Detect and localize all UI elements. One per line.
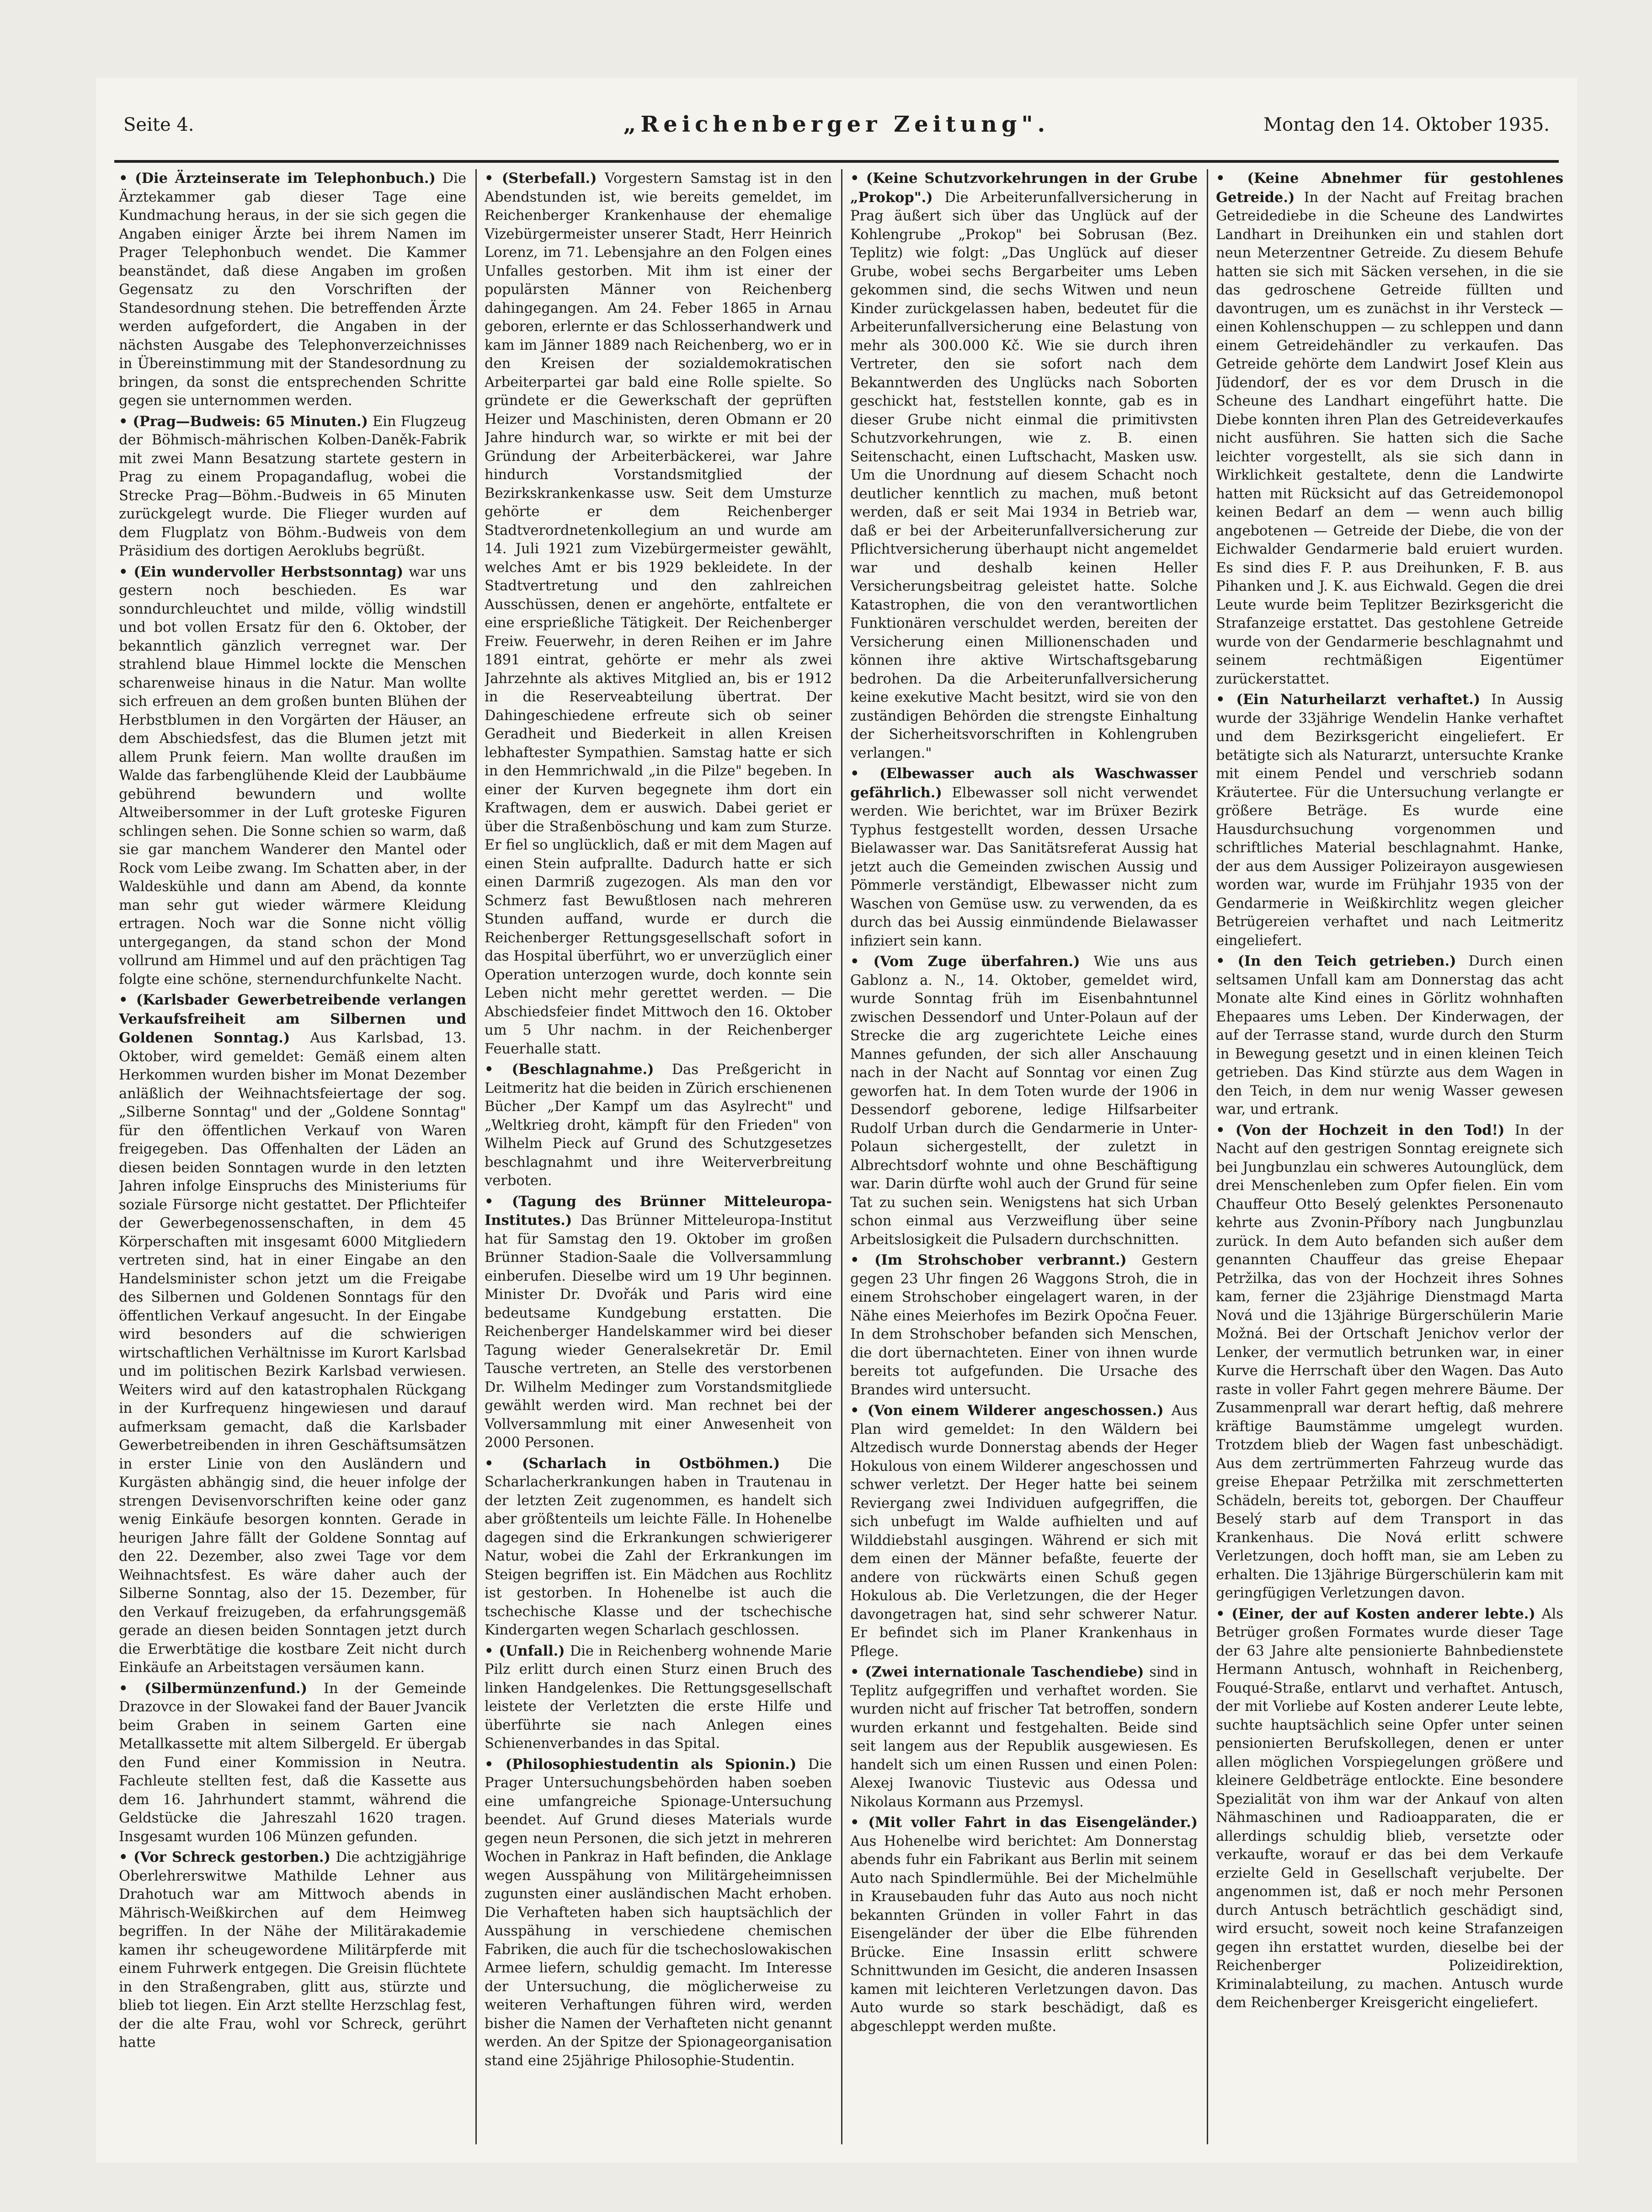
article: [119, 169, 466, 411]
article-heading: • (Von der Hochzeit in den Tod!): [1216, 1122, 1505, 1138]
article-heading: • (Ein wundervoller Herbstsonntag): [119, 563, 404, 580]
column-separator: [475, 169, 477, 2144]
article: [850, 1401, 1198, 1661]
article: [485, 1454, 832, 1640]
article-text: Als Betrüger großen Formates wurde dieser Tage der 63 Jahre alte pensionierte Bahnbedienstete Hermann Antusch, wohnhaft in Reichenberg, Fouqué-Straße, entlarvt und verhaftet. Antusch, der mit Vorliebe auf Kosten anderer Leute lebte, suchte hauptsächlich seine Opfer unter seinen pensionierten Berufskollegen, denen er unter allen möglichen Vorspiegelungen größere und kleinere Geldbeträge entlockte. Eine besondere Spezialität von ihm war der Ankauf von alten Nähmaschinen und Radioapparaten, die er allerdings schuldig blieb, versetzte oder verkaufte, worauf er das bei dem Verkaufe erzielte Geld in Gesellschaft verjubelte. Der angenommen ist, daß er noch mehr Personen durch Antusch beträchtlich geschädigt sind, wird ersucht, soweit noch keine Strafanzeigen gegen ihn erstattet wurden, dieselbe bei der Reichenberger Polizeidirektion, Kriminalabteilung, zu machen. Antusch wurde dem Reichenberger Kreisgericht eingeliefert.: [1216, 1606, 1563, 2011]
page-header: [96, 110, 1577, 151]
article-heading: • (Keine Abnehmer für gestohlenes Getreide.): [1216, 170, 1563, 206]
article: [485, 1192, 832, 1453]
article-text: Gestern gegen 23 Uhr fingen 26 Waggons Stroh, die in einem Strohschober eingelagert waren, in der Nähe eines Meierhofes im Bezirk Opočna Feuer. In dem Strohschober befanden sich Menschen, die dort übernachteten. Einer von ihnen wurde bereits tot aufgefunden. Die Ursache des Brandes wird untersucht.: [850, 1252, 1198, 1398]
article-heading: • (Scharlach in Ostböhmen.): [485, 1455, 780, 1472]
article-heading: • (Einer, der auf Kosten anderer lebte.): [1216, 1605, 1535, 1622]
article: [850, 1251, 1198, 1400]
article-text: In der Nacht auf Freitag brachen Getreidediebe in die Scheune des Landwirtes Landhart in Dreihunken ein und stahlen dort neun Meterzentner Getreide. Zu diesem Behufe hatten sie sich mit Säcken versehen, in die sie das gedroschene Getreide füllten und davontrugen, um es zunächst in ihr Versteck — einen Kohlenschuppen — zu schleppen und dann einem Getreidehändler zu verkaufen. Das Getreide gehörte dem Landwirt Josef Klein aus Jüdendorf, der es vor dem Drusch in die Scheune des Landhart eingeführt hatte. Die Diebe konnten ihren Plan des Getreideverkaufes nicht ausführen. Sie hatten sich die Sache leichter vorgestellt, als sie sich dann in Wirklichkeit gestaltete, denn die Landwirte hatten mit Rücksicht auf das Getreidemonopol keinen Bedarf an dem — wenn auch billig angebotenen — Getreide der Diebe, die von der Eichwalder Gendarmerie bald eruiert wurden. Es sind dies F. P. aus Dreihunken, F. B. aus Pihanken und J. K. aus Eichwald. Gegen die drei Leute wurde beim Teplitzer Bezirksgericht die Strafanzeige erstattet. Das gestohlene Getreide wurde von der Gendarmerie beschlagnahmt und seinem rechtmäßigen Eigentümer zurückerstattet.: [1216, 189, 1563, 687]
column-3: [850, 169, 1198, 2144]
article: [850, 1663, 1198, 1811]
column-1: [119, 169, 466, 2144]
article-text: Aus Karlsbad, 13. Oktober, wird gemeldet: Gemäß einem alten Herkommen wurden bisher im Monat Dezember anläßlich der Weihnachtsfeiertage der sog. „Silberne Sonntag" und der „Goldene Sonntag" für den öffentlichen Verkauf von Waren freigegeben. Das Offenhalten der Läden an diesen beiden Sonntagen wurde in den letzten Jahren infolge Einspruchs des Ministeriums für soziale Fürsorge nicht gestattet. Der Pflichteifer der Gewerbegenossenschaften, in dem 45 Körperschaften mit insgesamt 6000 Mitgliedern vertreten sind, hat in einer Eingabe an den Handelsminister schon jetzt um die Freigabe des Silbernen und Goldenen Sonntags für den öffentlichen Verkauf angesucht. In der Eingabe wird besonders auf die schwierigen wirtschaftlichen Verhältnisse im Kurort Karlsbad und im politischen Bezirk Karlsbad verwiesen. Weiters wird auf den katastrophalen Rückgang in der Kurfrequenz hingewiesen und darauf aufmerksam gemacht, daß die Karlsbader Gewerbetreibenden in ihren Geschäftsumsätzen in erster Linie von den Ausländern und Kurgästen abhängig sind, die heuer infolge der strengen Devisenvorschriften keine oder ganz wenig Einkäufe besorgen konnten. Gerade in heurigen Jahre fällt der Goldene Sonntag auf den 22. Dezember, also zwei Tage vor dem Weihnachtsfest. Es wäre daher auch der Silberne Sonntag, also der 15. Dezember, für den Verkauf freizugeben, da erfahrungsgemäß gerade an diesen beiden Sonntagen jetzt durch die Erwerbtätige die kostbare Zeit nicht durch Einkäufe an Arbeitstagen versäumen kann.: [119, 1030, 466, 1676]
article-text: Elbewasser soll nicht verwendet werden. Wie berichtet, war im Brüxer Bezirk Typhus festgestellt worden, dessen Ursache Bielawasser war. Das Sanitätsreferat Aussig hat jetzt auch die Gemeinden zwischen Aussig und Pömmerle verständigt, Elbewasser nicht zum Waschen von Gemüse usw. zu verwenden, da es durch das bei Aussig einmündende Bielawasser infiziert sein kann.: [850, 785, 1198, 949]
article: [850, 764, 1198, 951]
article-text: In der Nacht auf den gestrigen Sonntag ereignete sich bei Jungbunzlau ein schweres Autounglück, dem drei Menschenleben zum Opfer fielen. Ein vom Chauffeur Otto Beselý gelenktes Personenauto kehrte aus Zvonin-Příbory nach Jungbunzlau zurück. In dem Auto befanden sich außer dem genannten Chauffeur das greise Ehepaar Petržilka, das von der Hochzeit ihres Sohnes kam, ferner die 23jährige Dienstmagd Marta Nová und die 13jährige Bürgerschülerin Marie Možná. Bei der Ortschaft Jenichov verlor der Lenker, der vermutlich betrunken war, in einer Kurve die Herrschaft über den Wagen. Das Auto raste in voller Fahrt gegen mehrere Bäume. Der Zusammenprall war derart heftig, daß mehrere kräftige Baumstämme umgelegt wurden. Trotzdem blieb der Wagen fast unbeschädigt. Aus dem zertrümmerten Fahrzeug wurde das greise Ehepaar Petržilka mit zerschmetterten Schädeln, bereits tot, geborgen. Der Chauffeur Beselý starb auf dem Transport in das Krankenhaus. Die Nová erlitt schwere Verletzungen, doch hofft man, sie am Leben zu erhalten. Die 13jährige Bürgerschülerin kam mit geringfügigen Verletzungen davon.: [1216, 1122, 1563, 1601]
article-text: Durch einen seltsamen Unfall kam am Donnerstag das acht Monate alte Kind eines in Görlitz wohnhaften Ehepaares ums Leben. Der Kinderwagen, der auf der Terrasse stand, wurde durch den Sturm in Bewegung gesetzt und in einen kleinen Teich getrieben. Das Kind stürzte aus dem Wagen in den Teich, in dem nur wenig Wasser gewesen war, und ertrank.: [1216, 953, 1563, 1117]
column-2: [485, 169, 832, 2144]
article-heading: • (Sterbefall.): [485, 170, 597, 187]
article: [485, 1060, 832, 1191]
article: [1216, 169, 1563, 689]
article-heading: • (Von einem Wilderer angeschossen.): [850, 1402, 1164, 1419]
article: [119, 1679, 466, 1847]
article: [485, 1642, 832, 1753]
article-heading: • (Elbewasser auch als Waschwasser gefährlich.): [850, 765, 1198, 801]
article-text: war uns gestern noch beschieden. Es war sonndurchleuchtet und milde, völlig windstill und bot vollen Ersatz für den 6. Oktober, der bekanntlich gänzlich verregnet war. Der strahlend blaue Himmel lockte die Menschen scharenweise hinaus in die Natur. Man wollte sich erfreuen an dem großen bunten Blühen der Herbstblumen in den Vorgärten der Häuser, an dem Abschiedsfest, das die Blumen jetzt mit allem Prunk feiern. Man wollte draußen im Walde das farbenglühende Kleid der Laubbäume gebührend bewundern und wollte Altweibersommer in der Luft groteske Figuren schlingen sehen. Die Sonne schien so warm, daß sie gar manchem Wanderer den Mantel oder Rock vom Leibe zwang. Im Schatten aber, in der Waldeskühle und dann am Abend, da konnte man sehr gut wieder wärmere Kleidung ertragen. Noch war die Sonne nicht völlig untergegangen, da stand schon der Mond vollrund am Himmel und auf den prächtigen Tag folgte eine schöne, sternendurchfunkelte Nacht.: [119, 564, 466, 988]
article: [1216, 690, 1563, 950]
article-text: Die achtzigjährige Oberlehrerswitwe Mathilde Lehner aus Drahotuch war am Mittwoch abends in Mährisch-Weißkirchen auf dem Heimweg begriffen. In der Nähe der Militärakademie kamen ihr scheugewordene Militärpferde mit einem Fuhrwerk entgegen. Die Greisin flüchtete in den Straßengraben, glitt aus, stürzte und blieb tot liegen. Ein Arzt stellte Herzschlag fest, der die alte Frau, wohl vor Schreck, gerührt hatte: [119, 1849, 466, 2051]
article: [485, 1755, 832, 2071]
column-separator: [841, 169, 842, 2144]
article: [119, 991, 466, 1678]
article: [119, 412, 466, 561]
article: [119, 563, 466, 989]
page-number: Seite 4.: [123, 114, 194, 135]
article-heading: • (Zwei internationale Taschendiebe): [850, 1664, 1144, 1680]
newspaper-page: [96, 78, 1577, 2163]
article-heading: • (In den Teich getrieben.): [1216, 953, 1456, 969]
column-separator: [1207, 169, 1208, 2144]
article-heading: • (Vor Schreck gestorben.): [119, 1849, 330, 1865]
article-text: Vorgestern Samstag ist in den Abendstunden ist, wie bereits gemeldet, im Reichenberger Krankenhause der ehemalige Vizebürgermeister unserer Stadt, Herr Heinrich Lorenz, im 71. Lebensjahre an den Folgen eines Unfalles gestorben. Mit ihm ist einer der populärsten Männer von Reichenberg dahingegangen. Am 24. Feber 1865 in Arnau geboren, erlernte er das Schlosserhandwerk und kam im Jänner 1889 nach Reichenberg, wo er in den Kreisen der sozialdemokratischen Arbeiterpartei gar bald eine Rolle spielte. So gründete er die Gewerkschaft der geprüften Heizer und Maschinisten, deren Obmann er 20 Jahre hindurch war, so wirkte er mit bei der Gründung der Arbeiterbäckerei, war Jahre hindurch Vorstandsmitglied der Bezirkskrankenkasse usw. Seit dem Umsturze gehörte er dem Reichenberger Stadtverordnetenkollegium an und wurde am 14. Juli 1921 zum Vizebürgermeister gewählt, welches Amt er bis 1929 bekleidete. In der Stadtvertretung und den zahlreichen Ausschüssen, denen er angehörte, entfaltete er eine ersprießliche Tätigkeit. Der Reichenberger Freiw. Feuerwehr, in deren Reihen er im Jahre 1891 eintrat, gehörte er mehr als zwei Jahrzehnte als aktives Mitglied an, bis er 1912 in die Reserveabteilung übertrat. Der Dahingeschiedene erfreute sich ob seiner Geradheit und Biederkeit in allen Kreisen lebhaftester Sympathien. Samstag hatte er sich in den Hemmrichwald „in die Pilze" begeben. In einer der Kurven begegnete ihm dort ein Kraftwagen, dem er auswich. Dabei geriet er über die Straßenböschung und kam zum Sturze. Er fiel so unglücklich, daß er mit dem Magen auf einen Stein aufprallte. Dadurch hatte er sich einen Darmriß zugezogen. Als man den vor Schmerz fast Bewußtlosen nach mehreren Stunden auffand, wurde er durch die Reichenberger Rettungsgesellschaft sofort in das Hospital überführt, wo er unverzüglich einer Operation unterzogen wurde, doch konnte sein Leben nicht mehr gerettet werden. — Die Abschiedsfeier findet Mittwoch den 16. Oktober um 5 Uhr nachm. in der Reichenberger Feuerhalle statt.: [485, 171, 832, 1057]
article-text: Das Preßgericht in Leitmeritz hat die beiden in Zürich erschienenen Bücher „Der Kampf um das Asylrecht" und „Weltkrieg droht, kämpft für den Frieden" von Wilhelm Pieck auf Grund des Schutzgesetzes beschlagnahmt und ihre Weiterverbreitung verboten.: [485, 1062, 832, 1189]
article-heading: • (Im Strohschober verbrannt.): [850, 1252, 1127, 1268]
article-text: sind in Teplitz aufgegriffen und verhaftet worden. Sie wurden nicht auf frischer Tat betroffen, sondern wurden erkannt und festgehalten. Beide sind seit langem aus der Republik ausgewiesen. Es handelt sich um einen Russen und einen Polen: Alexej Iwanovic Tiustevic aus Odessa und Nikolaus Kormann aus Przemysl.: [850, 1664, 1198, 1810]
article: [850, 1813, 1198, 2036]
article-heading: • (Silbermünzenfund.): [119, 1680, 308, 1697]
article-heading: • (Keine Schutzvorkehrungen in der Grube „Prokop".): [850, 170, 1198, 206]
article-text: In der Gemeinde Drazovce in der Slowakei fand der Bauer Jvancik beim Graben in seinem Garten eine Metallkassette mit altem Silbergeld. Er übergab den Fund einer Kommission in Neutra. Fachleute stellten fest, daß die Kassette aus dem 16. Jahrhundert stammt, während die Geldstücke die Jahreszahl 1620 tragen. Insgesamt wurden 106 Münzen gefunden.: [119, 1680, 466, 1845]
article: [850, 952, 1198, 1249]
article-text: Die Ärztekammer gab dieser Tage eine Kundmachung heraus, in der sie sich gegen die Angaben einiger Ärzte bei ihrem Namen im Prager Telephonbuch wendet. Die Kammer beanständet, daß diese Angaben im großen Gegensatz zu den Vorschriften der Standesordnung stehen. Die betreffenden Ärzte werden aufgefordert, die Angaben in der nächsten Ausgabe des Telephonverzeichnisses in Übereinstimmung mit der Standesordnung zu bringen, da sonst die entsprechenden Schritte gegen sie unternommen werden.: [119, 171, 466, 409]
article: [485, 169, 832, 1058]
article-text: Ein Flugzeug der Böhmisch-mährischen Kolben-Daněk-Fabrik mit zwei Mann Besatzung startete gestern in Prag zu einem Propagandaflug, wobei die Strecke Prag—Böhm.-Budweis in 65 Minuten zurückgelegt wurde. Die Flieger wurden auf dem Flugplatz von Böhm.-Budweis von dem Präsidium des dortigen Aeroklubs begrüßt.: [119, 413, 466, 559]
column-4: [1216, 169, 1563, 2144]
article-heading: • (Karlsbader Gewerbetreibende verlangen Verkaufsfreiheit am Silbernen und Goldenen Sonntag.): [119, 992, 466, 1046]
article-text: Das Brünner Mitteleuropa-Institut hat für Samstag den 19. Oktober im großen Brünner Stadion-Saale die Vollversammlung einberufen. Dieselbe wird um 19 Uhr beginnen. Minister Dr. Dvořák und Paris wird eine bedeutsame Kundgebung erstatten. Die Reichenberger Handelskammer wird bei dieser Tagung wieder Generalsekretär Dr. Emil Tausche vertreten, an Stelle des verstorbenen Dr. Wilhelm Medinger zum Vorstandsmitgliede gewählt werden wird. Man rechnet bei der Vollversammlung mit einer Anwesenheit von 2000 Personen.: [485, 1213, 832, 1451]
article: [1216, 952, 1563, 1119]
article-heading: • (Ein Naturheilarzt verhaftet.): [1216, 691, 1481, 708]
columns: [114, 169, 1563, 2144]
article: [1216, 1121, 1563, 1603]
newspaper-title: „Reichenberger Zeitung".: [623, 112, 1050, 137]
article-heading: • (Vom Zuge überfahren.): [850, 953, 1080, 970]
article: [850, 169, 1198, 763]
article-heading: • (Mit voller Fahrt in das Eisengeländer.): [850, 1814, 1198, 1831]
article-text: Die in Reichenberg wohnende Marie Pilz erlitt durch einen Sturz einen Bruch des linken Handgelenkes. Die Rettungsgesellschaft leistete der Verletzten die erste Hilfe und überführte sie nach Anlegen eines Schienenverbandes in das Spital.: [485, 1643, 832, 1752]
article-heading: • (Unfall.): [485, 1642, 565, 1659]
article-text: Aus Hohenelbe wird berichtet: Am Donnerstag abends fuhr ein Fabrikant aus Berlin mit seinem Auto nach Spindlermühle. Bei der Michelmühle in Krausebauden fuhr das Auto aus noch nicht bekannten Gründen in voller Fahrt in das Eisengeländer der über die Elbe führenden Brücke. Eine Insassin erlitt schwere Schnittwunden im Gesicht, die anderen Insassen kamen mit leichteren Verletzungen davon. Das Auto wurde so stark beschädigt, daß es abgeschleppt werden mußte.: [850, 1833, 1198, 2035]
article-text: Die Scharlacherkrankungen haben in Trautenau in der letzten Zeit zugenommen, es handelt sich aber größtenteils um leichte Fälle. In Hohenelbe dagegen sind die Erkrankungen schwierigerer Natur, wobei die Zahl der Erkrankungen im Steigen begriffen ist. Ein Mädchen aus Rochlitz ist gestorben. In Hohenelbe ist auch die tschechische Klasse und der tschechische Kindergarten wegen Scharlach geschlossen.: [485, 1455, 832, 1638]
header-rule: [114, 160, 1559, 163]
article-heading: • (Beschlagnahme.): [485, 1061, 654, 1078]
article-text: Die Prager Untersuchungsbehörden haben soeben eine umfangreiche Spionage-Untersuchung beendet. Auf Grund dieses Materials wurde gegen neun Personen, die sich jetzt in mehreren Wochen in Pankraz in Haft befinden, die Anklage wegen Ausspähung von Militärgeheimnissen zugunsten einer ausländischen Macht erhoben. Die Verhafteten haben sich hauptsächlich der Ausspähung in verschiedene chemischen Fabriken, die auch für die tschechoslowakischen Armee liefern, schuldig gemacht. Im Interesse der Untersuchung, die möglicherweise zu weiteren Verhaftungen führen wird, werden bisher die Namen der Verhafteten nicht genannt werden. An der Spitze der Spionageorganisation stand eine 25jährige Philosophie-Studentin.: [485, 1756, 832, 2069]
article: [119, 1848, 466, 2052]
issue-date: Montag den 14. Oktober 1935.: [1263, 114, 1550, 135]
article-text: Wie uns aus Gablonz a. N., 14. Oktober, gemeldet wird, wurde Sonntag früh im Eisenbahntunnel zwischen Dessendorf und Unter-Polaun auf der Strecke die arg zugerichtete Leiche eines Mannes gefunden, der sich aller Anschauung nach in der Nacht auf Sonntag vor einen Zug geworfen hat. In dem Toten wurde der 1906 in Dessendorf geborene, ledige Hilfsarbeiter Rudolf Urban durch die Gendarmerie in Unter-Polaun sichergestellt, der zuletzt in Albrechtsdorf wohnte und ohne Beschäftigung war. Darin dürfte wohl auch der Grund für seine Tat zu suchen sein. Wenigstens hat sich Urban schon einmal aus Verzweiflung über seine Arbeitslosigkeit die Pulsadern durchschnitten.: [850, 954, 1198, 1248]
article-heading: • (Prag—Budweis: 65 Minuten.): [119, 413, 368, 430]
article: [1216, 1605, 1563, 2013]
article-text: In Aussig wurde der 33jährige Wendelin Hanke verhaftet und dem Bezirksgericht eingeliefert. Er betätigte sich als Naturarzt, untersuchte Kranke mit einem Pendel und verschrieb sodann Kräutertee. Für die Untersuchung verlangte er größere Beträge. Es wurde eine Hausdurchsuchung vorgenommen und schriftliches Material beschlagnahmt. Hanke, der aus dem Aussiger Polizeirayon ausgewiesen worden war, wurde im Frühjahr 1935 von der Gendarmerie in Weißkirchlitz wegen gleicher Betrügereien verhaftet und nach Leitmeritz eingeliefert.: [1216, 692, 1563, 949]
article-heading: • (Tagung des Brünner Mitteleuropa-Institutes.): [485, 1193, 832, 1229]
article-text: Aus Plan wird gemeldet: In den Wäldern bei Altzedisch wurde Donnerstag abends der Heger Hokulous von einem Wilderer angeschossen und schwer verletzt. Der Heger hatte bei seinem Reviergang zwei Individuen aufgegriffen, die sich unbefugt im Walde aufhielten und auf Wilddiebstahl ausgingen. Während er sich mit dem einen der Männer befaßte, feuerte der andere von rückwärts einen Schuß gegen Hokulous ab. Die Verletzungen, die der Heger davongetragen hat, sind sehr schwerer Natur. Er befindet sich im Planer Krankenhaus in Pflege.: [850, 1403, 1198, 1660]
article-text: Die Arbeiterunfallversicherung in Prag äußert sich über das Unglück auf der Kohlengrube „Prokop" bei Sobrusan (Bez. Teplitz) wie folgt: „Das Unglück auf dieser Grube, wobei sechs Bergarbeiter ums Leben gekommen sind, die sechs Witwen und neun Kinder zurückgelassen haben, bedeutet für die Arbeiterunfallversicherung eine Belastung von mehr als 300.000 Kč. Wie sie durch ihren Vertreter, den sie sofort nach dem Bekanntwerden des Unglücks nach Soborten geschickt hat, feststellen konnte, gab es in dieser Grube nicht einmal die primitivsten Schutzvorkehrungen, wie z. B. einen Seitenschacht, einen Luftschacht, Masken usw. Um die Unordnung auf diesem Schacht noch deutlicher kenntlich zu machen, muß betont werden, daß er seit Mai 1934 in Betrieb war, daß er bei der Arbeiterunfallversicherung zur Pflichtversicherung überhaupt nicht angemeldet war und deshalb keinen Heller Versicherungsbeitrag geleistet hatte. Solche Katastrophen, die von den verantwortlichen Funktionären verschuldet werden, bereiten der Versicherung einen Millionenschaden und können ihre aktive Wirtschaftsgebarung bedrohen. Da die Arbeiterunfallversicherung keine exekutive Macht besitzt, wird sie von den zuständigen Behörden die strengste Einhaltung der Sicherheitsvorschriften in Kohlengruben verlangen.": [850, 189, 1198, 761]
article-heading: • (Die Ärzteinserate im Telephonbuch.): [119, 170, 436, 187]
article-heading: • (Philosophiestudentin als Spionin.): [485, 1756, 797, 1773]
